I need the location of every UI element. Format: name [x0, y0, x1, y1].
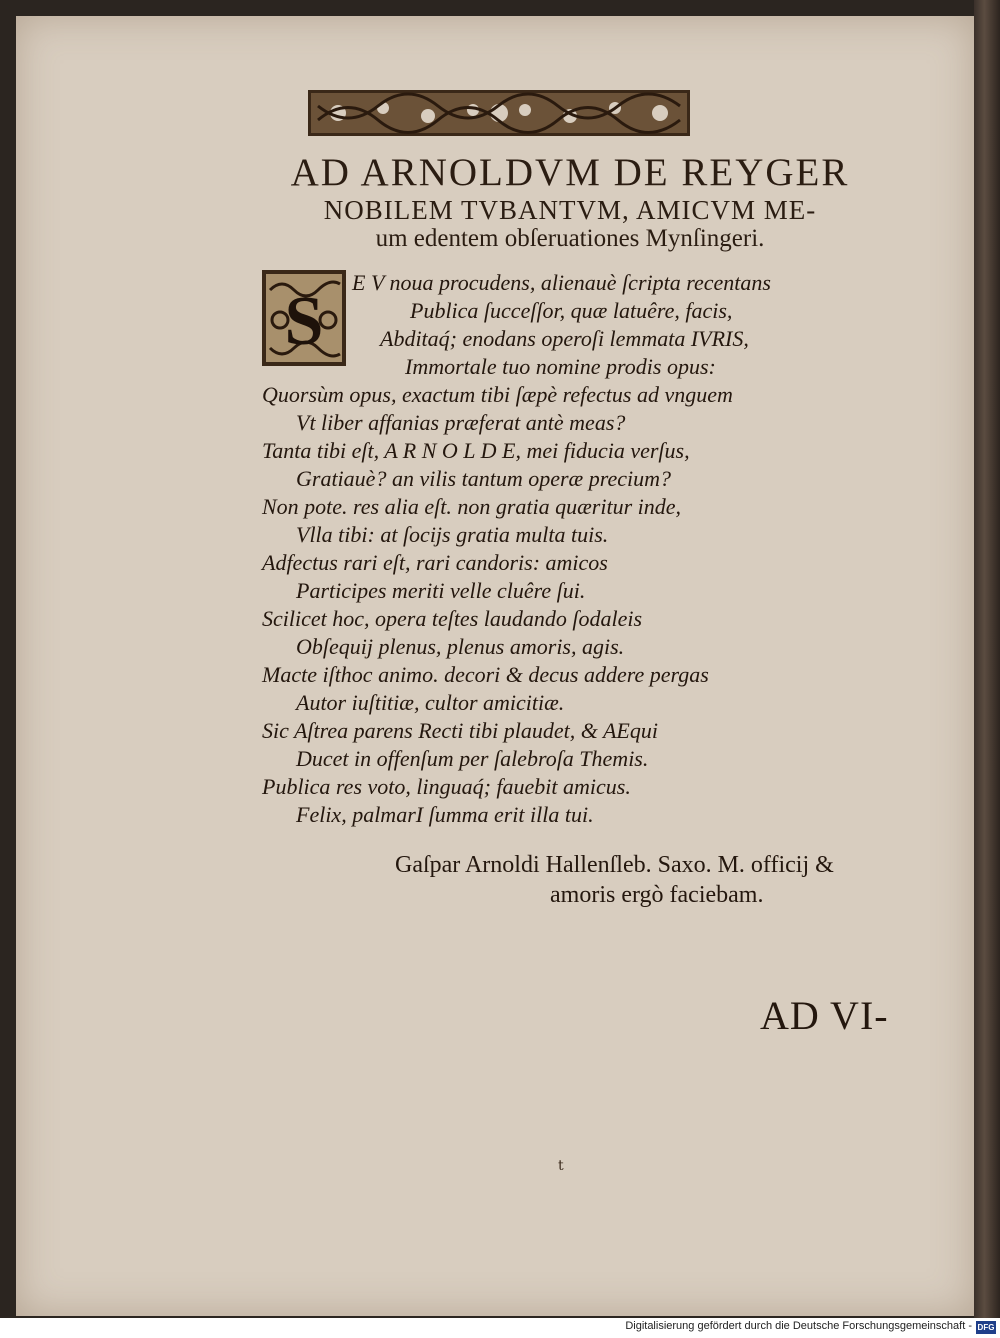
ornament-headpiece: [308, 90, 690, 136]
title-line-3: um edentem obſeruationes Mynſingeri.: [375, 225, 765, 252]
verse-line-18: Ducet in offenſum per ſalebroſa Themis.: [296, 746, 649, 771]
title-line-2: NOBILEM TVBANTVM, AMICVM ME-: [323, 195, 817, 225]
signature-line-2: amoris ergò faciebam.: [550, 882, 764, 908]
verse-line-11: Adfectus rari eſt, rari candoris: amicos: [262, 550, 608, 575]
verse-line-19: Publica res voto, linguaq́; fauebit amicus.: [262, 774, 631, 799]
page-mark: t: [558, 1158, 564, 1174]
verse-line-12: Participes meriti velle cluêre ſui.: [296, 578, 586, 603]
dropcap-ornament: [262, 270, 346, 366]
verse-line-20: Felix, palmarI ſumma erit illa tui.: [296, 802, 594, 827]
verse-line-3: Abditaq́; enodans operoſi lemmata IVRIS,: [380, 326, 749, 351]
verse-line-15: Macte iſthoc animo. decori & decus addere pergas: [262, 662, 709, 687]
verse-line-16: Autor iuſtitiæ, cultor amicitiæ.: [296, 690, 565, 715]
title-line-1: AD ARNOLDVM DE REYGER: [290, 151, 850, 194]
verse-line-6: Vt liber affanias præferat antè meas?: [296, 410, 626, 435]
book-edge: [974, 0, 1000, 1318]
verse-line-4: Immortale tuo nomine prodis opus:: [405, 354, 716, 379]
verse-line-5: Quorsùm opus, exactum tibi ſæpè refectus ad vnguem: [262, 382, 733, 407]
catchword: AD VI-: [760, 993, 889, 1038]
dfg-logo: DFG: [977, 1323, 995, 1332]
signature-line-1: Gaſpar Arnoldi Hallenſleb. Saxo. M. officij &: [395, 852, 834, 878]
verse-line-8: Gratiauè? an vilis tantum operæ precium?: [296, 466, 671, 491]
verse-line-7: Tanta tibi eſt, A R N O L D E, mei fiducia verſus,: [262, 438, 690, 463]
verse-line-10: Vlla tibi: at ſocijs gratia multa tuis.: [296, 522, 609, 547]
verse-line-13: Scilicet hoc, opera teſtes laudando ſodaleis: [262, 606, 643, 631]
verse-line-1: E V noua procudens, alienauè ſcripta recentans: [352, 270, 771, 295]
svg-text:S: S: [284, 283, 324, 360]
verse-line-9: Non pote. res alia eſt. non gratia quæritur inde,: [262, 494, 682, 519]
footer-bar: [0, 1318, 1000, 1338]
footer-credit: Digitalisierung gefördert durch die Deutsche Forschungsgemeinschaft -: [625, 1320, 972, 1332]
verse-line-14: Obſequij plenus, plenus amoris, agis.: [296, 634, 625, 659]
verse-line-2: Publica ſucceſſor, quæ latuêre, facis,: [410, 298, 733, 323]
verse-line-17: Sic Aſtrea parens Recti tibi plaudet, & AEqui: [262, 718, 658, 743]
